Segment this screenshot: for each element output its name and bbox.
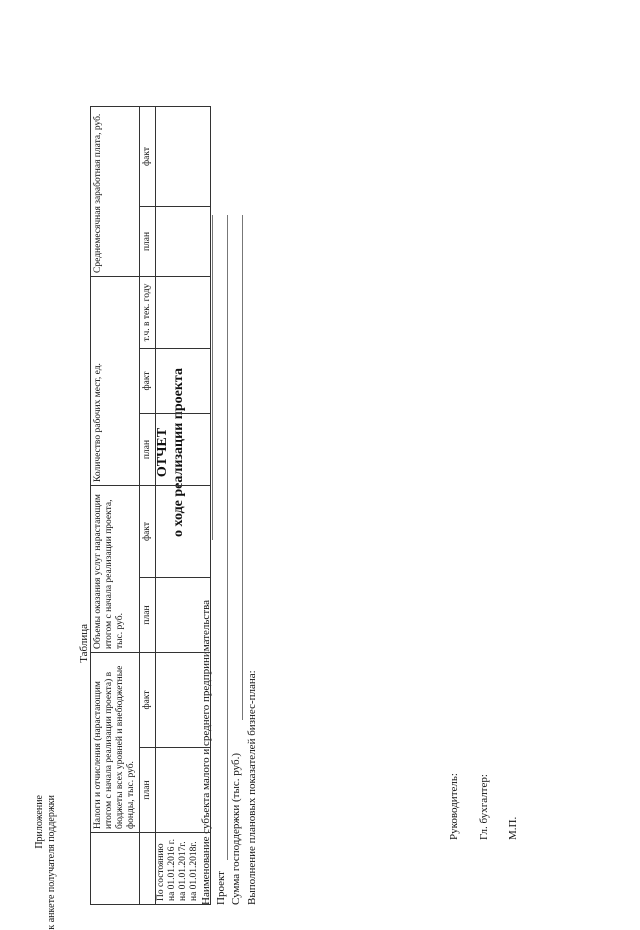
subheader-jobs-fact: факт [140, 348, 156, 413]
appendix-note [34, 795, 58, 930]
subheader-jobs-current-year: т.ч. в тек. году [140, 276, 156, 348]
subheader-jobs-plan: план [140, 413, 156, 485]
director-label: Руководитель: [448, 773, 460, 840]
accountant-label: Гл. бухгалтер: [478, 774, 490, 840]
date-label: По состоянию [156, 843, 166, 901]
subheader-salary-fact: факт [140, 106, 156, 206]
support-sum-underline [242, 215, 243, 720]
cell-salary-plan[interactable] [156, 206, 211, 276]
subheader-empty-cell [140, 833, 156, 905]
report-title-main: ОТЧЕТ [155, 427, 170, 478]
cell-jobs-current-year[interactable] [156, 276, 211, 348]
cell-jobs-fact[interactable] [156, 348, 211, 413]
table-subheader-row [140, 106, 156, 904]
table-data-row [156, 106, 211, 904]
header-empty-cell [91, 833, 140, 905]
subheader-taxes-fact: факт [140, 652, 156, 747]
header-jobs: Количество рабочих мест, ед. [91, 276, 140, 485]
stamp-label: М.П. [507, 816, 519, 840]
subheader-taxes-plan: план [140, 748, 156, 833]
date-2017: на 01.01.2017г. [178, 841, 188, 901]
table-header-row [91, 106, 140, 904]
project-underline [227, 215, 228, 860]
report-table [90, 106, 211, 905]
header-salary: Среднемесячная заработная плата, руб. [91, 106, 140, 276]
header-services: Объемы оказания услуг нарастающим итогом с начала реализации проекта, тыс. руб. [91, 485, 140, 652]
support-sum-label: Сумма господдержки (тыс. руб.) [230, 753, 242, 905]
appendix-subtitle: к анкете получателя поддержки [46, 795, 57, 930]
cell-salary-fact[interactable] [156, 106, 211, 206]
subheader-salary-plan: план [140, 206, 156, 276]
cell-services-plan[interactable] [156, 577, 211, 652]
cell-jobs-plan[interactable] [156, 413, 211, 485]
entity-name-label: Наименование субъекта малого и среднего предпринимательства [200, 599, 212, 905]
appendix-title: Приложение [34, 795, 45, 849]
date-2016: на 01.01.2016 г. [167, 838, 177, 901]
table-label: Таблица [78, 624, 90, 663]
dates-cell [156, 833, 211, 905]
entity-name-underline [212, 215, 213, 540]
header-taxes: Налоги и отчисления (нарастающим итогом с начала реализации проекта) в бюджеты всех уровней и внебюджетные фонды, тыс. руб. [91, 652, 140, 832]
project-label: Проект [215, 871, 227, 905]
date-2018: на 01.01.2018г. [189, 841, 199, 901]
subheader-services-plan: план [140, 577, 156, 652]
cell-services-fact[interactable] [156, 485, 211, 577]
subheader-services-fact: факт [140, 485, 156, 577]
cell-taxes-fact[interactable] [156, 652, 211, 747]
plan-indicators-label: Выполнение плановых показателей бизнес-плана: [246, 670, 258, 905]
report-title-sub: о ходе реализации проекта [171, 368, 186, 537]
cell-taxes-plan[interactable] [156, 748, 211, 833]
